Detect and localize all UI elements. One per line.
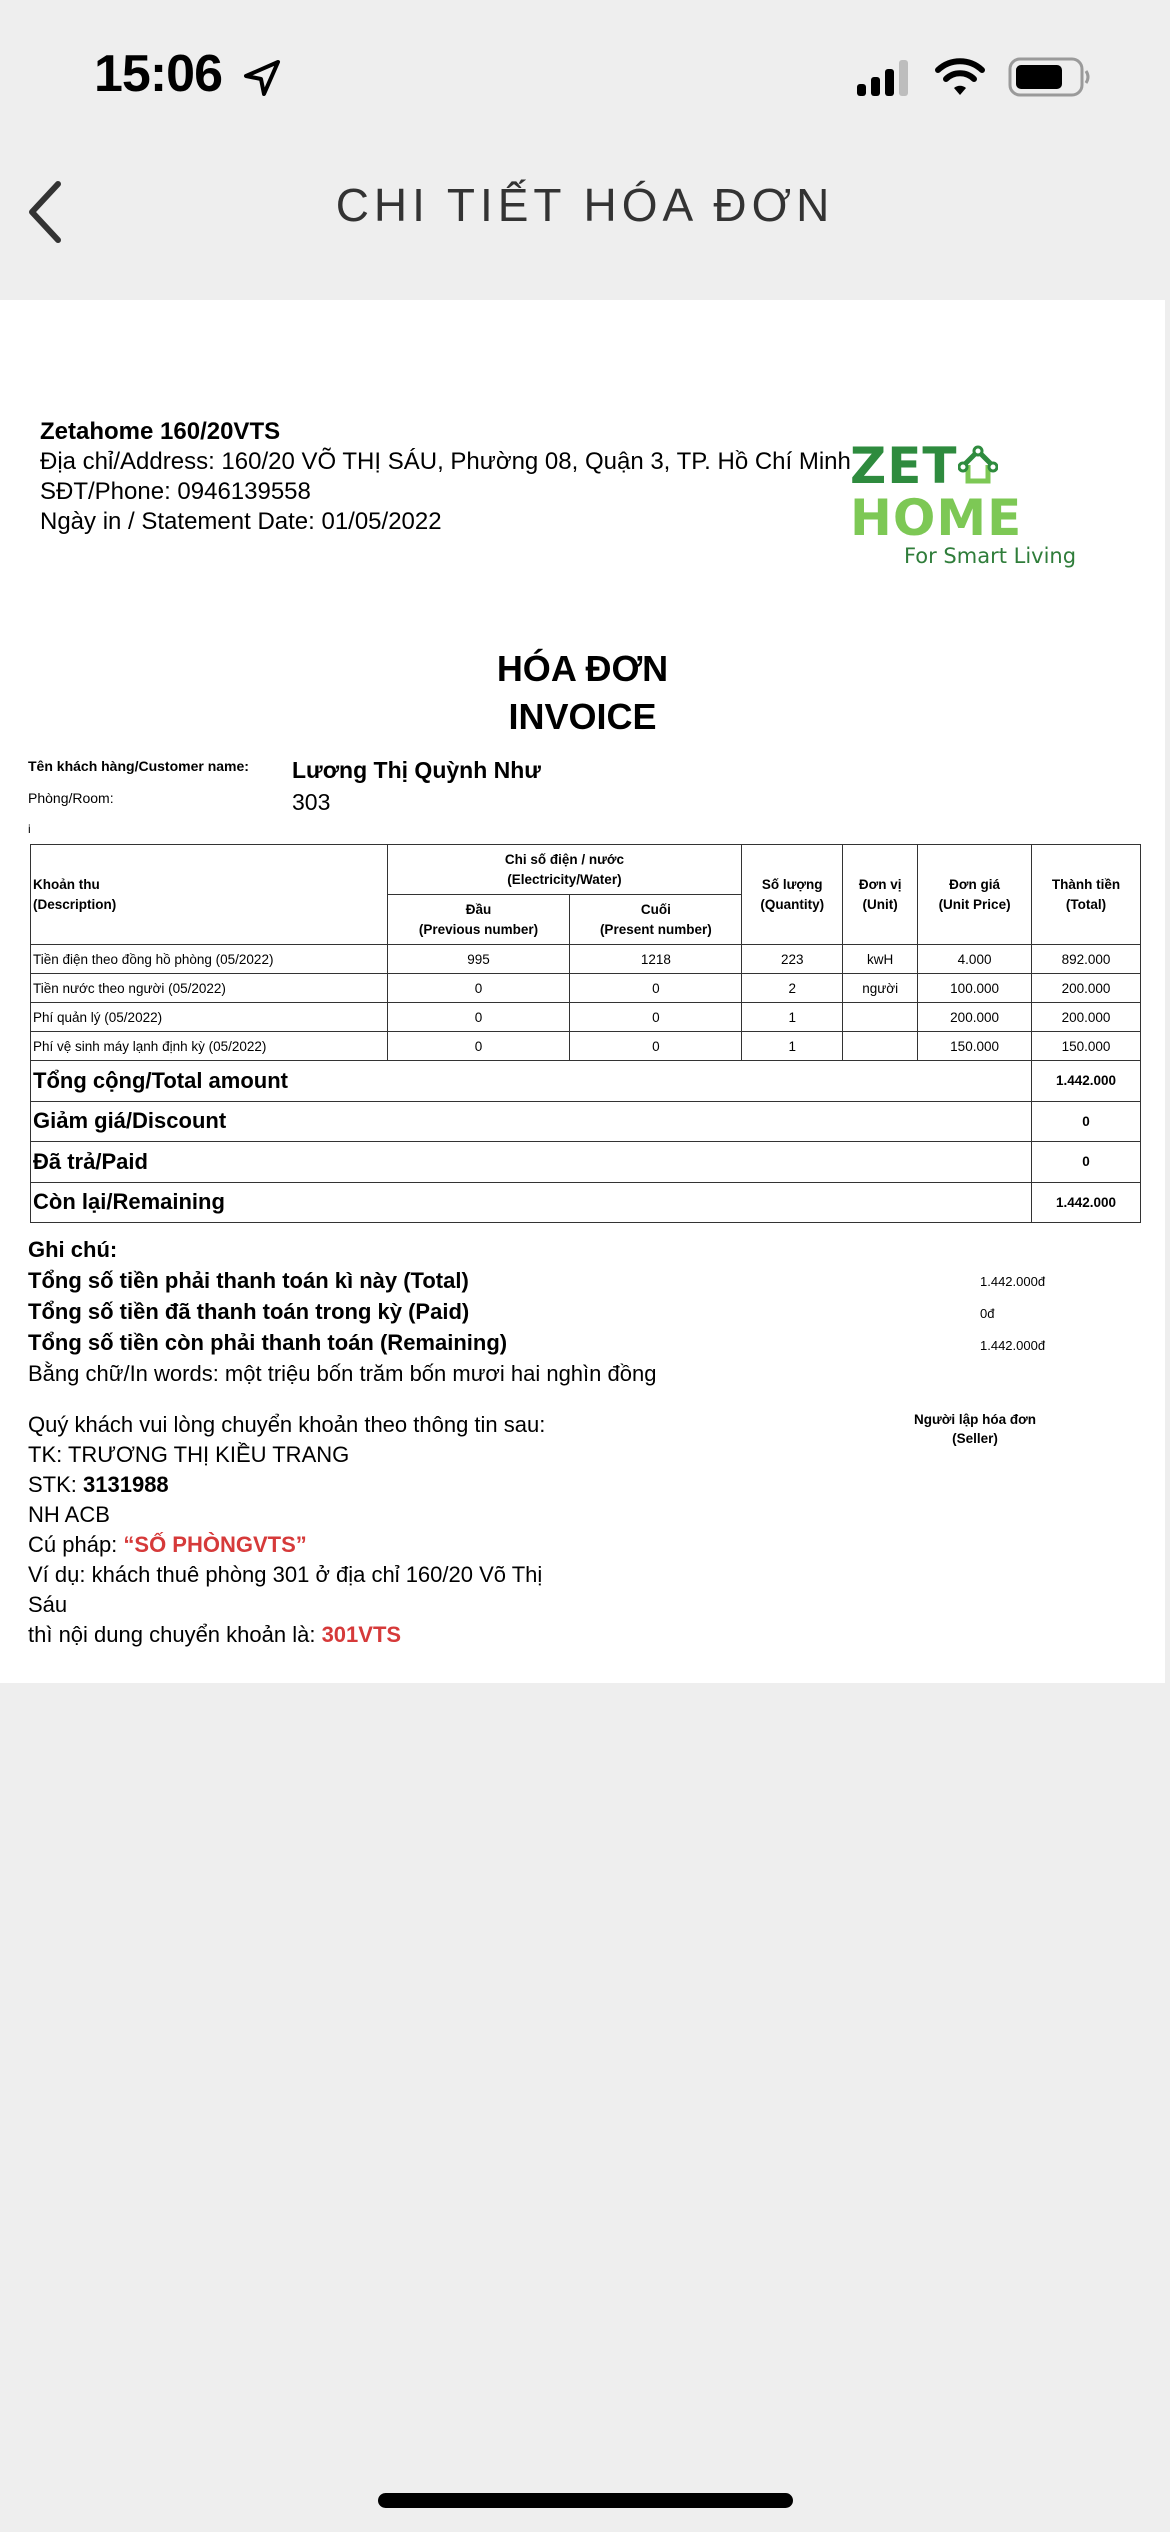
house-icon (958, 445, 998, 485)
table-row: Phí vệ sinh máy lạnh định kỳ (05/2022) 0 0 1 150.000 150.000 (31, 1032, 1141, 1061)
table-row: Tiền nước theo người (05/2022) 0 0 2 người 100.000 200.000 (31, 974, 1141, 1003)
logo-text-dark: ZET (850, 437, 958, 495)
notes-in-words: Bằng chữ/In words: một triệu bốn trăm bốn mươi hai nghìn đồng (28, 1361, 657, 1386)
header-previous: Đầu (Previous number) (387, 895, 570, 945)
account-number: STK: 3131988 (28, 1472, 169, 1497)
summary-row-total: Tổng cộng/Total amount 1.442.000 (31, 1061, 1141, 1102)
summary-row-discount: Giảm giá/Discount 0 (31, 1101, 1141, 1142)
table-row: Phí quản lý (05/2022) 0 0 1 200.000 200.000 (31, 1003, 1141, 1032)
header-unit-price: Đơn giá (Unit Price) (918, 845, 1032, 945)
battery-icon (1008, 56, 1092, 98)
header-meter-group: Chi số điện / nước (Electricity/Water) (387, 845, 742, 895)
room-number: 303 (292, 789, 331, 815)
company-address: Địa chỉ/Address: 160/20 VÕ THỊ SÁU, Phường 08, Quận 3, TP. Hồ Chí Minh (40, 448, 851, 475)
company-name: Zetahome 160/20VTS (40, 418, 281, 445)
zetahome-logo (850, 437, 1140, 568)
summary-row-remaining: Còn lại/Remaining 1.442.000 (31, 1182, 1141, 1223)
notes-paid-value: 0đ (980, 1306, 995, 1321)
notes-heading: Ghi chú: (28, 1237, 118, 1262)
notes-values (980, 1266, 1045, 1362)
invoice-table (30, 844, 1141, 1223)
payment-intro: Quý khách vui lòng chuyển khoản theo thông tin sau: (28, 1412, 546, 1437)
example-line-2: Sáu (28, 1592, 68, 1617)
invoice-title-en: INVOICE (508, 696, 657, 737)
header-total: Thành tiền (Total) (1032, 845, 1141, 945)
summary-row-paid: Đã trả/Paid 0 (31, 1142, 1141, 1183)
header-description: Khoản thu (Description) (31, 845, 388, 945)
wifi-icon (935, 56, 985, 98)
table-row: Tiền điện theo đồng hồ phòng (05/2022) 995 1218 223 kwH 4.000 892.000 (31, 945, 1141, 974)
customer-name-label: Tên khách hàng/Customer name: (28, 758, 249, 774)
logo-text-light: HOME (850, 489, 1023, 547)
invoice-title (0, 645, 1165, 741)
cellular-signal-icon (855, 58, 915, 98)
company-info (40, 417, 851, 537)
location-arrow-icon (242, 58, 282, 98)
header-quantity: Số lượng (Quantity) (742, 845, 843, 945)
notes-remaining-value: 1.442.000đ (980, 1338, 1046, 1353)
logo-tagline: For Smart Living (903, 544, 1077, 568)
status-bar (0, 0, 1170, 150)
status-time: 15:06 (94, 45, 222, 103)
invoice-title-vi: HÓA ĐƠN (496, 648, 669, 689)
bank-name: NH ACB (28, 1502, 110, 1527)
notes-section (28, 1234, 656, 1389)
statement-date: Ngày in / Statement Date: 01/05/2022 (40, 508, 442, 535)
transfer-syntax: Cú pháp: “SỐ PHÒNGVTS” (28, 1532, 307, 1557)
room-label: Phòng/Room: (28, 790, 114, 806)
company-phone: SĐT/Phone: 0946139558 (40, 478, 311, 505)
home-indicator[interactable] (378, 2493, 793, 2508)
page-title: CHI TIẾT HÓA ĐƠN (335, 179, 835, 231)
example-line-3: thì nội dung chuyển khoản là: 301VTS (28, 1622, 402, 1647)
payment-instructions (28, 1410, 588, 1650)
header-unit: Đơn vị (Unit) (843, 845, 918, 945)
account-name: TK: TRƯƠNG THỊ KIỀU TRANG (28, 1442, 350, 1467)
customer-name: Lương Thị Quỳnh Như (292, 757, 541, 783)
notes-total-value: 1.442.000đ (980, 1274, 1046, 1289)
nav-bar (0, 150, 1170, 300)
notes-total-label: Tổng số tiền phải thanh toán kì này (Total) (28, 1268, 469, 1293)
notes-remaining-label: Tổng số tiền còn phải thanh toán (Remaining) (28, 1330, 508, 1355)
invoice-document (0, 300, 1165, 1683)
header-present: Cuối (Present number) (570, 895, 742, 945)
example-line-1: Ví dụ: khách thuê phòng 301 ở địa chỉ 160/20 Võ Thị (28, 1562, 543, 1587)
notes-paid-label: Tổng số tiền đã thanh toán trong kỳ (Paid) (28, 1299, 470, 1324)
seller-signature-label: Người lập hóa đơn (Seller) (914, 1412, 1036, 1446)
stray-mark: i (28, 822, 31, 836)
